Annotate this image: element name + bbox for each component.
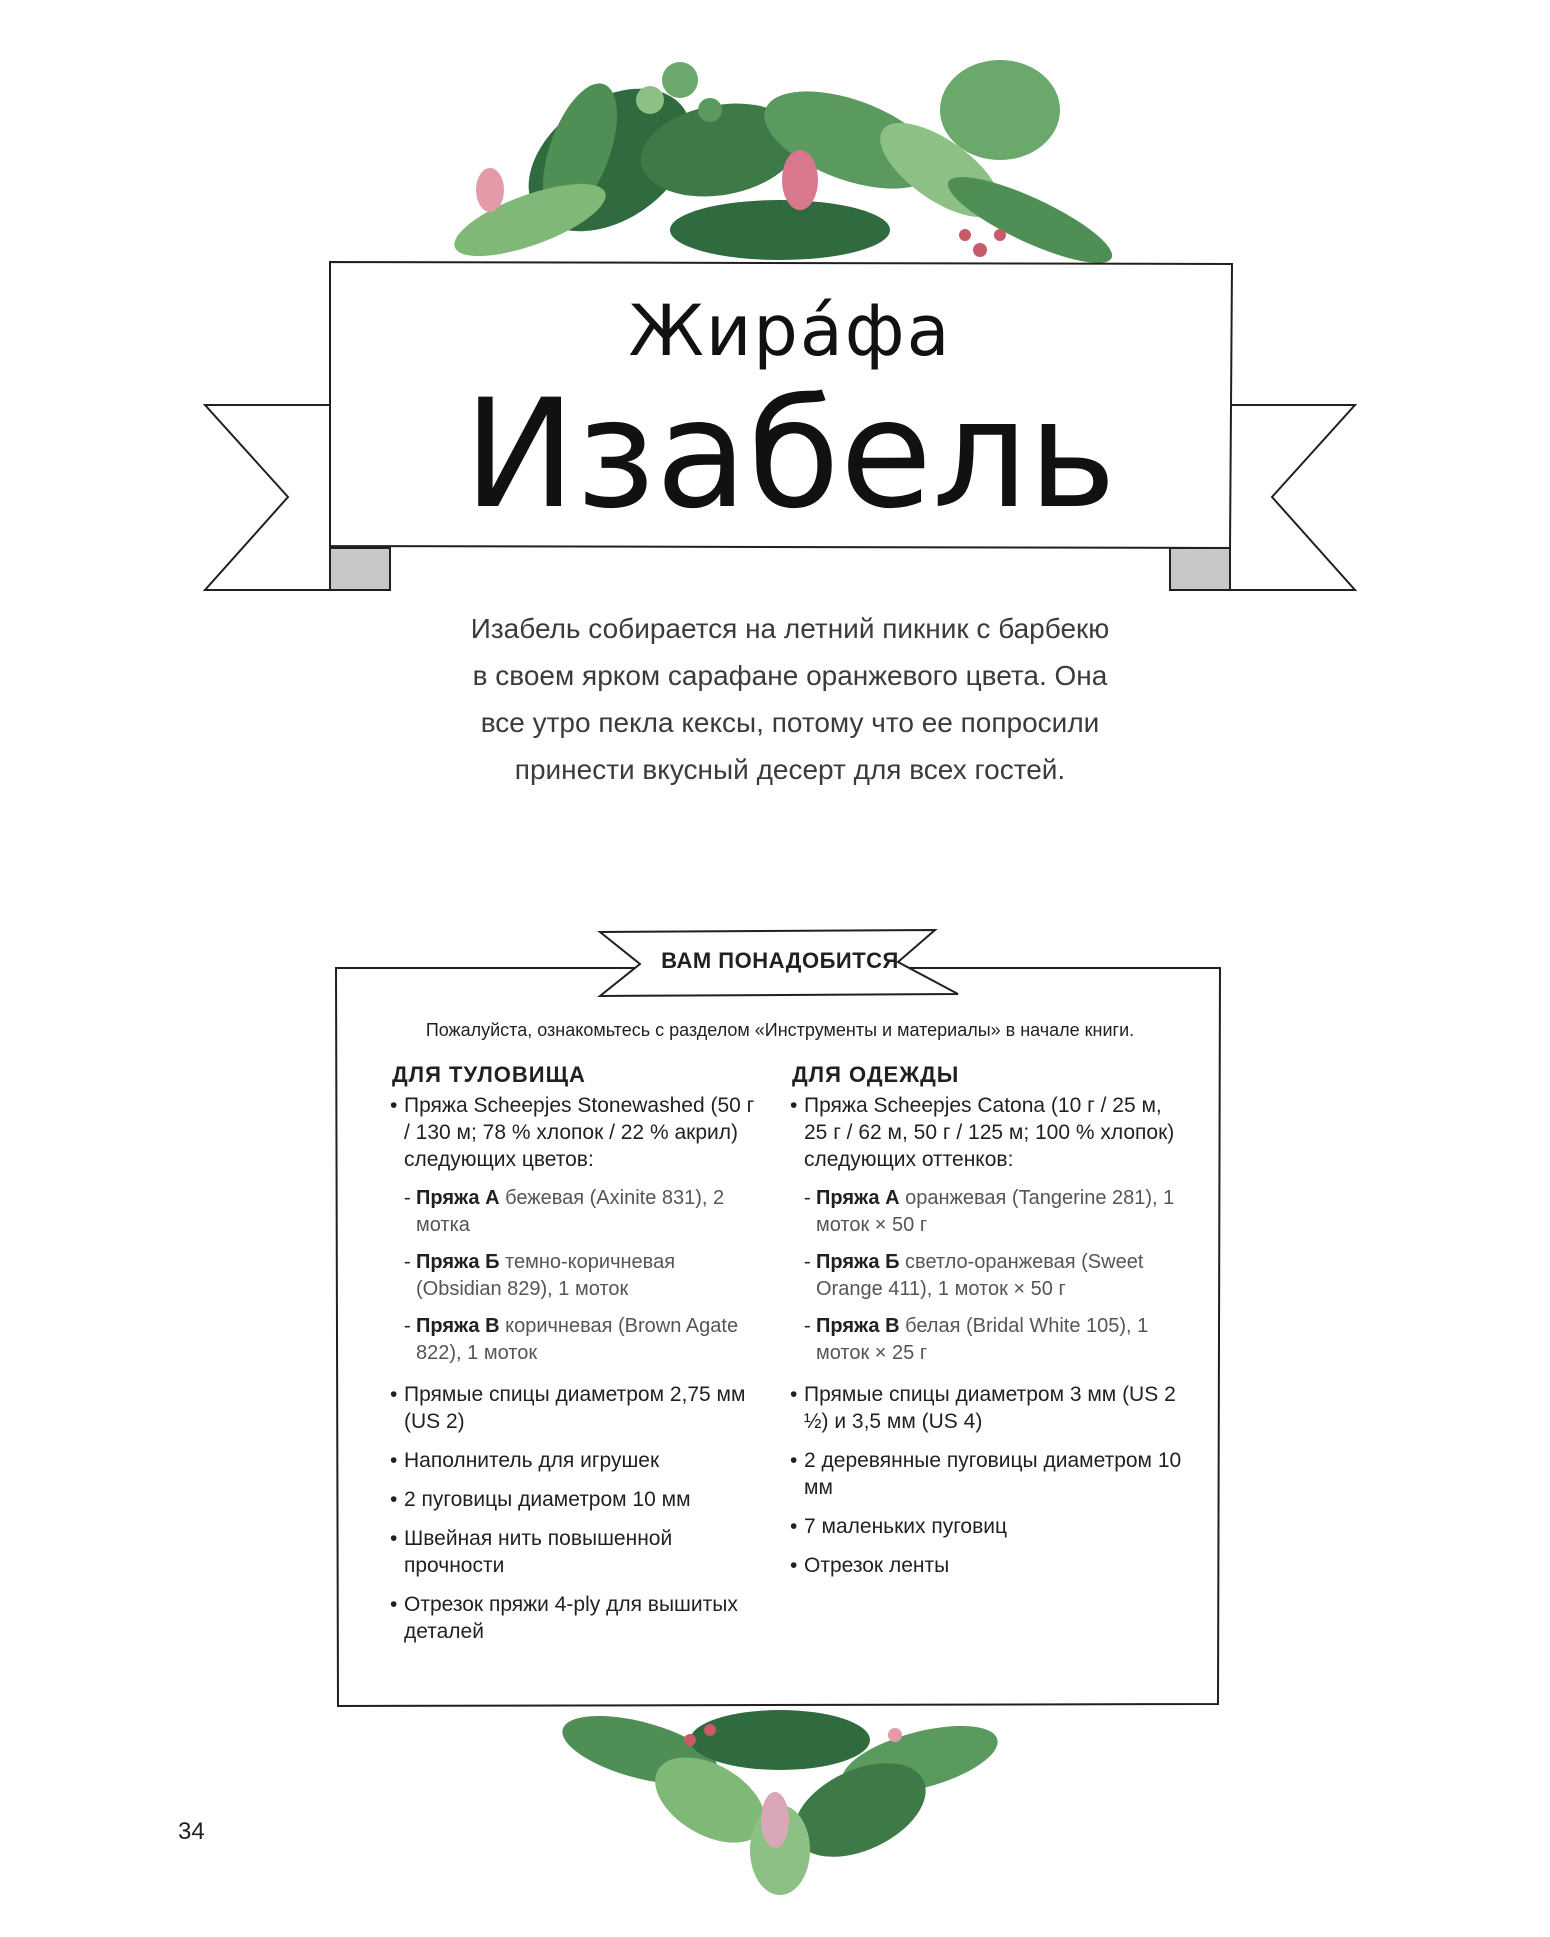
body-yarn-list xyxy=(390,1185,760,1367)
body-yarn-intro: Пряжа Scheepjes Stonewashed (50 г / 130 м; 78 % хлопок / 22 % акрил) следующих цветов: xyxy=(404,1094,755,1171)
yarn-name: Пряжа А xyxy=(416,1187,500,1209)
list-item-text: 7 маленьких пуговиц xyxy=(804,1515,1008,1538)
page-number: 34 xyxy=(178,1818,205,1845)
list-item-text: Наполнитель для игрушек xyxy=(404,1449,660,1472)
list-item: • Пряжа Scheepjes Stonewashed (50 г / 130 м; 78 % хлопок / 22 % акрил) следующих цветов: xyxy=(390,1094,755,1171)
list-item: • Пряжа Scheepjes Catona (10 г / 25 м, 25 г / 62 м, 50 г / 125 м; 100 % хлопок) следующих оттенков: xyxy=(790,1094,1175,1171)
yarn-detail: темно-коричневая (Obsidian 829), 1 моток xyxy=(416,1251,676,1300)
yarn-item: - Пряжа Б темно-коричневая (Obsidian 829), 1 моток xyxy=(404,1251,676,1300)
list-item: • Наполнитель для игрушек xyxy=(390,1449,660,1472)
list-item-text: 2 деревянные пуговицы диаметром 10 мм xyxy=(804,1449,1182,1499)
clothes-yarn-intro: Пряжа Scheepjes Catona (10 г / 25 м, 25 г / 62 м, 50 г / 125 м; 100 % хлопок) следующих оттенков: xyxy=(804,1094,1175,1171)
bottom-foliage-illustration xyxy=(530,1700,1030,1900)
yarn-item: - Пряжа А оранжевая (Tangerine 281), 1 моток × 50 г xyxy=(804,1187,1175,1236)
materials-note: Пожалуйста, ознакомьтесь с разделом «Инструменты и материалы» в начале книги. xyxy=(425,1020,1135,1040)
list-item: • Отрезок пряжи 4-ply для вышитых деталей xyxy=(390,1593,738,1643)
list-item: • 2 деревянные пуговицы диаметром 10 мм xyxy=(790,1449,1182,1499)
intro-line: Изабель собирается на летний пикник с барбекю xyxy=(470,613,1110,644)
list-item-text: Прямые спицы диаметром 3 мм (US 2 ½) и 3,5 мм (US 4) xyxy=(804,1383,1176,1433)
intro-line: принести вкусный десерт для всех гостей. xyxy=(514,754,1066,785)
yarn-name: Пряжа В xyxy=(816,1315,900,1337)
list-item: • Отрезок ленты xyxy=(790,1554,950,1577)
yarn-name: Пряжа А xyxy=(816,1187,900,1209)
yarn-detail: оранжевая (Tangerine 281), 1 моток × 50 г xyxy=(816,1187,1175,1236)
clothes-materials-column xyxy=(790,1062,1190,1591)
yarn-detail: белая (Bridal White 105), 1 моток × 25 г xyxy=(816,1315,1149,1364)
yarn-detail: коричневая (Brown Agate 822), 1 моток xyxy=(416,1315,739,1364)
intro-line: в своем ярком сарафане оранжевого цвета. Она xyxy=(472,660,1108,691)
materials-banner-label: ВАМ ПОНАДОБИТСЯ xyxy=(661,948,899,973)
list-item-text: Швейная нить повышенной прочности xyxy=(404,1527,673,1577)
body-materials-column xyxy=(390,1062,760,1657)
yarn-name: Пряжа Б xyxy=(816,1251,900,1273)
list-item-text: Прямые спицы диаметром 2,75 мм (US 2) xyxy=(404,1383,746,1433)
intro-line: все утро пекла кексы, потому что ее попросили xyxy=(480,707,1100,738)
yarn-item: - Пряжа А бежевая (Axinite 831), 2 мотка xyxy=(404,1187,725,1236)
yarn-item: - Пряжа Б светло-оранжевая (Sweet Orange 411), 1 моток × 50 г xyxy=(804,1251,1144,1300)
yarn-detail: бежевая (Axinite 831), 2 мотка xyxy=(416,1187,725,1236)
title-species: Жира́фа xyxy=(628,290,952,372)
list-item-text: Отрезок пряжи 4-ply для вышитых деталей xyxy=(404,1593,738,1643)
title-name: Изабель xyxy=(463,368,1117,542)
list-item-text: 2 пуговицы диаметром 10 мм xyxy=(404,1488,691,1511)
list-item: • 2 пуговицы диаметром 10 мм xyxy=(390,1488,691,1511)
list-item: • Прямые спицы диаметром 3 мм (US 2 ½) и 3,5 мм (US 4) xyxy=(790,1383,1176,1433)
body-heading: ДЛЯ ТУЛОВИЩА xyxy=(392,1062,586,1087)
list-item-text: Отрезок ленты xyxy=(804,1554,950,1577)
yarn-item: - Пряжа В белая (Bridal White 105), 1 моток × 25 г xyxy=(804,1315,1149,1364)
yarn-detail: светло-оранжевая (Sweet Orange 411), 1 моток × 50 г xyxy=(816,1251,1144,1300)
leaves-cluster xyxy=(555,1702,1004,1895)
yarn-name: Пряжа Б xyxy=(416,1251,500,1273)
clothes-heading: ДЛЯ ОДЕЖДЫ xyxy=(792,1062,960,1087)
yarn-item: - Пряжа В коричневая (Brown Agate 822), 1 моток xyxy=(404,1315,739,1364)
clothes-yarn-list xyxy=(790,1185,1190,1367)
yarn-name: Пряжа В xyxy=(416,1315,500,1337)
list-item: • Прямые спицы диаметром 2,75 мм (US 2) xyxy=(390,1383,746,1433)
list-item: • Швейная нить повышенной прочности xyxy=(390,1527,673,1577)
list-item: • 7 маленьких пуговиц xyxy=(790,1515,1008,1538)
